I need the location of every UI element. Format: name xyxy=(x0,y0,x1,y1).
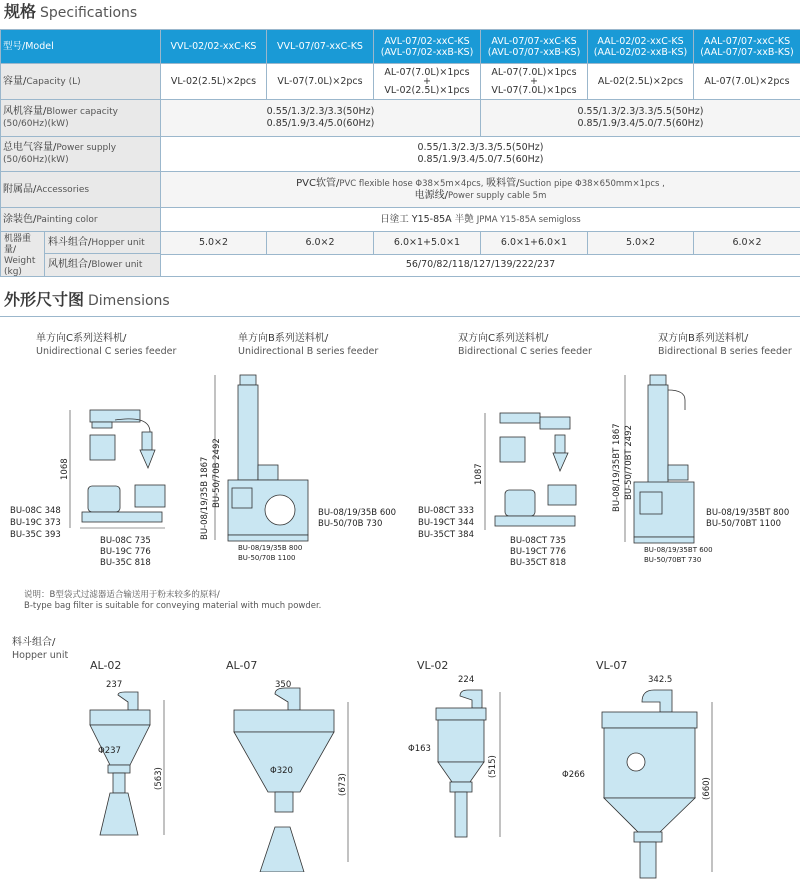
model-cell-2: VVL-07/07-xxC-KS xyxy=(267,30,374,64)
hopper-weight-5: 5.0×2 xyxy=(588,232,694,255)
feeder-4-bottom-dim-2: BU-50/70BT 730 xyxy=(644,556,702,564)
feeder-2-title-zh: 单方向B系列送料机/ xyxy=(238,333,329,344)
model-cell-4: AVL-07/07-xxC-KS (AVL-07/07-xxB-KS) xyxy=(481,30,588,64)
blower-label: 风机容量/Blower capacity (50/60Hz)(kW) xyxy=(1,100,161,137)
feeder-1-drawing xyxy=(60,400,180,540)
feeder-3-drawing xyxy=(480,405,590,540)
hopper-2-name: AL-07 xyxy=(226,659,258,672)
hopper-4-width: 342.5 xyxy=(648,675,673,685)
blower-left-values: 0.55/1.3/2.3/3.3(50Hz) 0.85/1.9/3.4/5.0(60Hz) xyxy=(161,100,481,137)
feeder-1-bottom-dim-3: BU-35C 818 xyxy=(100,558,151,568)
power-label: 总电气容量/Power supply (50/60Hz)(kW) xyxy=(1,137,161,172)
dim-title-zh: 外形尺寸图 xyxy=(4,290,85,309)
blower-right-values: 0.55/1.3/2.3/3.3/5.5(50Hz) 0.85/1.9/3.4/5.0/7.5(60Hz) xyxy=(481,100,800,137)
feeder-4-height-dim-2: BU-50/70BT 2492 xyxy=(624,425,634,500)
hopper-1-diameter: Φ237 xyxy=(98,746,121,756)
capacity-cell-5: AL-02(2.5L)×2pcs xyxy=(588,64,694,100)
capacity-cell-6: AL-07(7.0L)×2pcs xyxy=(694,64,800,100)
capacity-cell-1: VL-02(2.5L)×2pcs xyxy=(161,64,267,100)
capacity-row xyxy=(1,64,800,100)
feeder-2-right-dim-1: BU-08/19/35B 600 xyxy=(318,508,397,518)
model-label: 型号/Model xyxy=(1,30,161,64)
blower-unit-label: 风机组合/Blower unit xyxy=(48,259,143,270)
hopper-weight-2: 6.0×2 xyxy=(267,232,374,255)
weight-hopper-row xyxy=(1,232,800,255)
model-cell-6: AAL-07/07-xxC-KS (AAL-07/07-xxB-KS) xyxy=(694,30,800,64)
hopper-unit-title-en: Hopper unit xyxy=(12,650,69,661)
hopper-3-name: VL-02 xyxy=(417,659,449,672)
spec-title-en: Specifications xyxy=(40,5,138,21)
blower-weight-value: 56/70/82/118/127/139/222/237 xyxy=(161,254,800,277)
accessories-label: 附属品/Accessories xyxy=(1,172,161,208)
feeder-3-title-en: Bidirectional C series feeder xyxy=(458,346,592,357)
feeder-4-right-dim-2: BU-50/70BT 1100 xyxy=(706,519,781,529)
model-row xyxy=(1,30,800,64)
hopper-weight-4: 6.0×1+6.0×1 xyxy=(481,232,588,255)
feeder-2-height-dim-1: BU-08/19/35B 1867 xyxy=(200,456,210,540)
dim-title-en: Dimensions xyxy=(88,293,170,309)
dimensions-title xyxy=(4,289,170,311)
hopper-weight-3: 6.0×1+5.0×1 xyxy=(374,232,481,255)
feeder-2-drawing xyxy=(210,370,310,550)
capacity-cell-3: AL-07(7.0L)×1pcs + VL-02(2.5L)×1pcs xyxy=(374,64,481,100)
feeder-2-height-dim-2: BU-50/70B 2492 xyxy=(212,438,222,508)
feeder-3-bottom-dim-3: BU-35CT 818 xyxy=(510,558,566,568)
hopper-4-diameter: Φ266 xyxy=(562,770,585,780)
weight-label: 机器重量/ Weight (kg) xyxy=(1,232,45,276)
feeder-3-left-dim-2: BU-19CT 344 xyxy=(418,518,474,528)
accessories-row xyxy=(1,172,800,208)
feeder-1-left-dim-2: BU-19C 373 xyxy=(10,518,61,528)
capacity-cell-2: VL-07(7.0L)×2pcs xyxy=(267,64,374,100)
note-en: B-type bag filter is suitable for conveying material with much powder. xyxy=(24,601,322,611)
hopper-1-width: 237 xyxy=(106,680,123,690)
power-row xyxy=(1,137,800,172)
accessories-values: PVC软管/PVC flexible hose Φ38×5m×4pcs, 吸料管/Suction pipe Φ38×650mm×1pcs , 电源线/Power supply cable 5m xyxy=(161,172,800,208)
feeder-3-bottom-dim-1: BU-08CT 735 xyxy=(510,536,566,546)
model-cell-1: VVL-02/02-xxC-KS xyxy=(161,30,267,64)
hopper-2-width: 350 xyxy=(275,680,292,690)
feeder-4-title-zh: 双方向B系列送料机/ xyxy=(658,333,749,344)
hopper-1-height: (563) xyxy=(154,767,164,790)
capacity-cell-4: AL-07(7.0L)×1pcs + VL-07(7.0L)×1pcs xyxy=(481,64,588,100)
hopper-2-height: (673) xyxy=(338,773,348,796)
hopper-3-diameter: Φ163 xyxy=(408,744,431,754)
feeder-1-left-dim-3: BU-35C 393 xyxy=(10,530,61,540)
model-cell-3: AVL-07/02-xxC-KS (AVL-07/02-xxB-KS) xyxy=(374,30,481,64)
feeder-4-height-dim-1: BU-08/19/35BT 1867 xyxy=(612,423,622,512)
hopper-weight-6: 6.0×2 xyxy=(694,232,800,255)
feeder-3-left-dim-3: BU-35CT 384 xyxy=(418,530,474,540)
hopper-unit-title-zh: 料斗组合/ xyxy=(12,637,56,648)
feeder-4-right-dim-1: BU-08/19/35BT 800 xyxy=(706,508,790,518)
feeder-3-height: 1087 xyxy=(474,463,484,485)
feeder-3-left-dim-1: BU-08CT 333 xyxy=(418,506,474,516)
specifications-title xyxy=(4,1,137,23)
feeder-2-bottom-dim-1: BU-08/19/35B 800 xyxy=(238,544,303,552)
hopper-weight-1: 5.0×2 xyxy=(161,232,267,255)
note-zh: 说明：B型袋式过滤器适合输送用于粉末较多的原料/ xyxy=(24,590,220,600)
feeder-3-title-zh: 双方向C系列送料机/ xyxy=(458,333,549,344)
blower-row xyxy=(1,100,800,137)
hopper-1-drawing xyxy=(80,690,180,850)
spec-title-zh: 规格 xyxy=(4,2,37,21)
paint-label: 涂装色/Painting color xyxy=(1,208,161,232)
hopper-2-diameter: Φ320 xyxy=(270,766,293,776)
specifications-table xyxy=(0,29,800,277)
capacity-label: 容量/Capacity (L) xyxy=(1,64,161,100)
feeder-2-title-en: Unidirectional B series feeder xyxy=(238,346,379,357)
hopper-4-name: VL-07 xyxy=(596,659,628,672)
feeder-1-title-en: Unidirectional C series feeder xyxy=(36,346,177,357)
paint-row xyxy=(1,208,800,232)
hopper-unit-label: 料斗组合/Hopper unit xyxy=(45,232,160,254)
feeder-2-right-dim-2: BU-50/70B 730 xyxy=(318,519,383,529)
hopper-4-height: (660) xyxy=(702,777,712,800)
feeder-3-bottom-dim-2: BU-19CT 776 xyxy=(510,547,566,557)
feeder-1-left-dim-1: BU-08C 348 xyxy=(10,506,61,516)
feeder-2-bottom-dim-2: BU-50/70B 1100 xyxy=(238,554,296,562)
feeder-1-bottom-dim-2: BU-19C 776 xyxy=(100,547,151,557)
model-cell-5: AAL-02/02-xxC-KS (AAL-02/02-xxB-KS) xyxy=(588,30,694,64)
paint-value: 日塗工 Y15-85A 半艶 JPMA Y15-85A semigloss xyxy=(161,208,800,232)
feeder-4-bottom-dim-1: BU-08/19/35BT 600 xyxy=(644,546,713,554)
power-values: 0.55/1.3/2.3/3.3/5.5(50Hz) 0.85/1.9/3.4/5.0/7.5(60Hz) xyxy=(161,137,800,172)
feeder-1-height: 1068 xyxy=(60,458,70,480)
hopper-3-width: 224 xyxy=(458,675,475,685)
feeder-1-title-zh: 单方向C系列送料机/ xyxy=(36,333,127,344)
hopper-1-name: AL-02 xyxy=(90,659,122,672)
feeder-4-drawing xyxy=(620,370,720,550)
hopper-3-height: (515) xyxy=(488,755,498,778)
feeder-1-bottom-dim-1: BU-08C 735 xyxy=(100,536,151,546)
feeder-4-title-en: Bidirectional B series feeder xyxy=(658,346,792,357)
weight-label-cell xyxy=(1,232,161,277)
